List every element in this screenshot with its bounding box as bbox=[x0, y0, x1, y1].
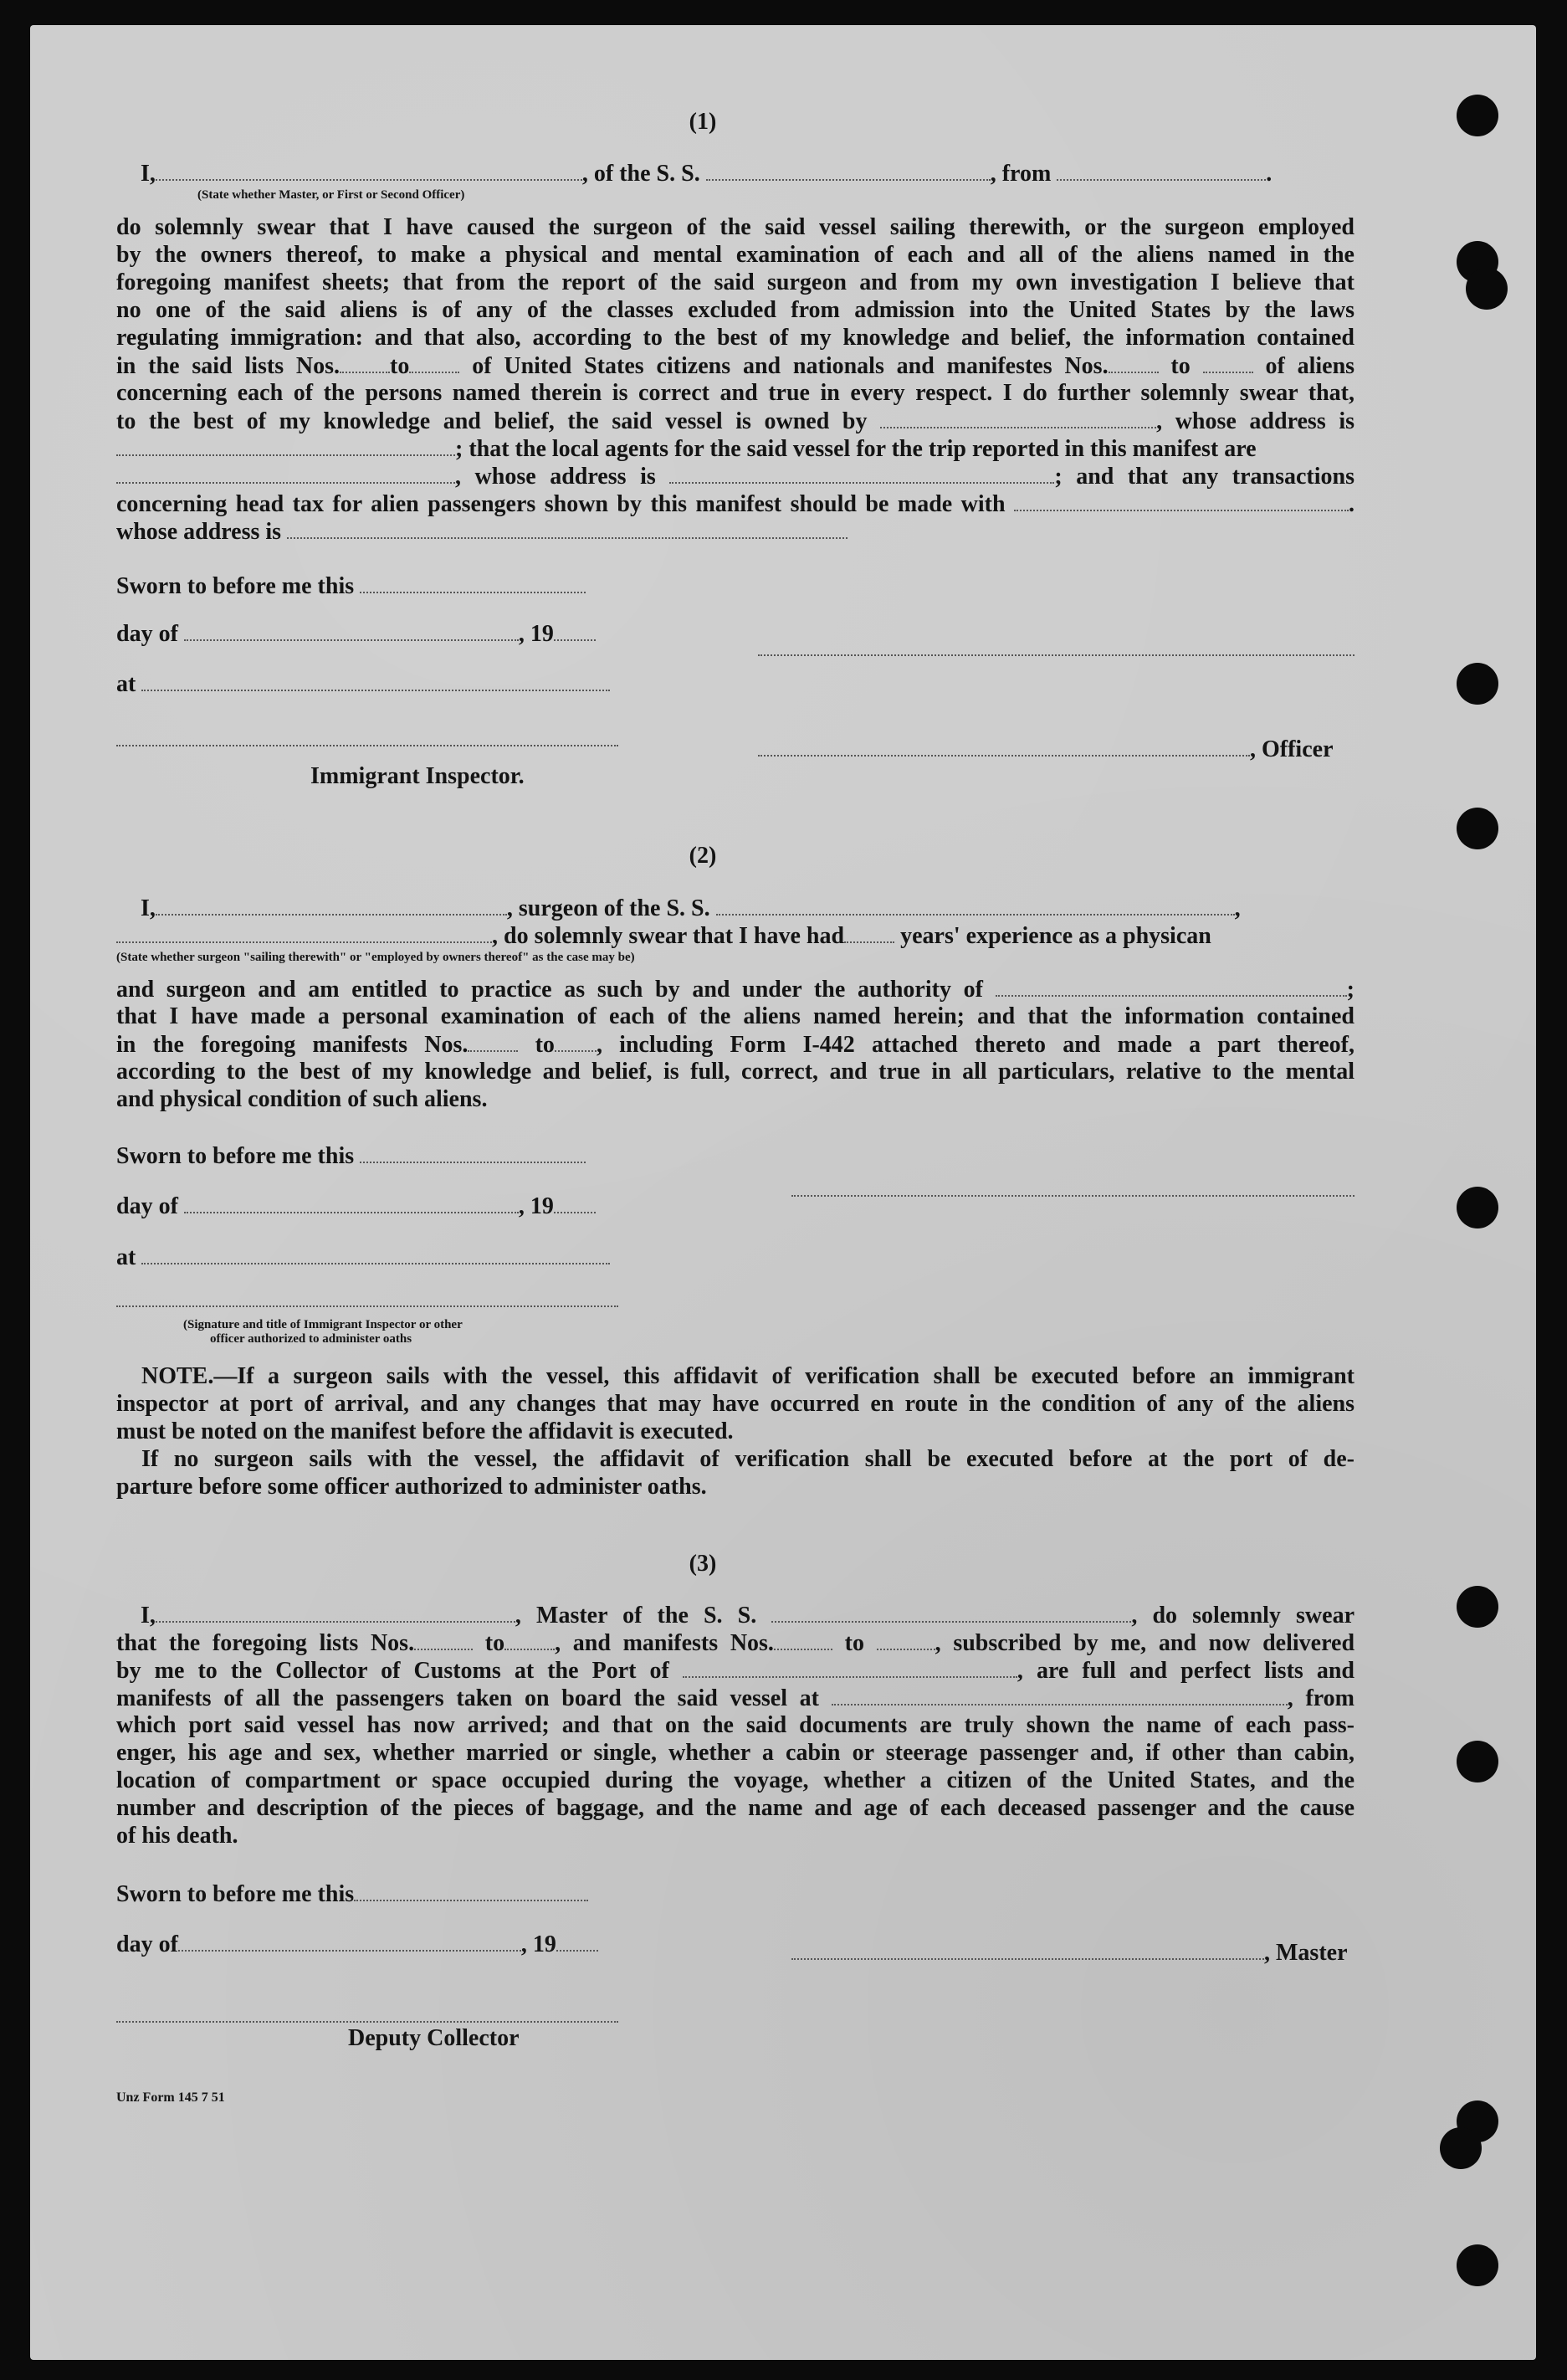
s2-sworn-month-field[interactable] bbox=[184, 1192, 519, 1213]
lists-to-field[interactable] bbox=[409, 351, 459, 373]
s2-vessel-field[interactable] bbox=[716, 894, 1235, 916]
s2-at-line: at bbox=[116, 1243, 610, 1271]
from-port-field[interactable] bbox=[1057, 159, 1266, 181]
s2-sworn-day-field[interactable] bbox=[360, 1141, 586, 1163]
punch-hole bbox=[1457, 1187, 1498, 1228]
s1-para-line: foregoing manifest sheets; that from the report of the said surgeon and from my own investigation I believe that bbox=[116, 269, 1354, 295]
s1-agents-address-line: , whose address is ; and that any transactions bbox=[116, 462, 1354, 490]
s2-sworn-year-field[interactable] bbox=[554, 1192, 596, 1213]
manifest-affidavit-page bbox=[30, 25, 1536, 2360]
s2-manifests-line: in the foregoing manifests Nos. to , including Form I-442 attached thereto and made a part thereof, bbox=[116, 1032, 1354, 1058]
officer-signature-line: , Officer bbox=[758, 735, 1334, 763]
surgeon-type-note: (State whether surgeon "sailing therewith" or "employed by owners thereof" as the case may be) bbox=[116, 951, 635, 964]
s2-para-line: that I have made a personal examination of each of the aliens named herein; and that the information contained bbox=[116, 1003, 1354, 1029]
s2-dayof-line: day of , 19 bbox=[116, 1192, 596, 1220]
officer-note: (State whether Master, or First or Second Officer) bbox=[197, 188, 465, 202]
signature-note-2: officer authorized to administer oaths bbox=[210, 1332, 412, 1346]
s1-para-line: no one of the said aliens is of any of the classes excluded from admission into the United States by the laws bbox=[116, 297, 1354, 323]
note-line: If no surgeon sails with the vessel, the affidavit of verification shall be executed before at the port of de- bbox=[141, 1446, 1354, 1472]
signature-note-1: (Signature and title of Immigrant Inspector or other bbox=[183, 1318, 463, 1331]
s3-master-line: I, , Master of the S. S. , do solemnly swear bbox=[141, 1603, 1355, 1629]
manifests-from-field[interactable] bbox=[1109, 351, 1159, 373]
owner-field[interactable] bbox=[880, 407, 1156, 428]
master-signature-field[interactable] bbox=[791, 1938, 1264, 1960]
s3-boarded-port-field[interactable] bbox=[832, 1684, 1288, 1705]
surgeon-type-field[interactable] bbox=[116, 921, 492, 943]
note-line: must be noted on the manifest before the affidavit is executed. bbox=[116, 1418, 734, 1444]
sworn-month-field[interactable] bbox=[184, 619, 519, 641]
s3-para-line: enger, his age and sex, whether married or single, whether a cabin or steerage passenger and, if other than cabin, bbox=[116, 1740, 1354, 1766]
s1-lists-line: in the said lists Nos. to of United States citizens and nationals and manifestes Nos. to of aliens bbox=[116, 353, 1355, 379]
s3-boarded-line: manifests of all the passengers taken on board the said vessel at , from bbox=[116, 1685, 1355, 1711]
s1-dayof-line: day of , 19 bbox=[116, 619, 596, 648]
s1-owner-line: to the best of my knowledge and belief, the said vessel is owned by , whose address is bbox=[116, 408, 1354, 434]
agents-address-field[interactable] bbox=[669, 462, 1054, 484]
s2-sworn-place-field[interactable] bbox=[141, 1243, 610, 1264]
s3-manifests-to-field[interactable] bbox=[877, 1629, 935, 1650]
s3-para-line: of his death. bbox=[116, 1823, 238, 1849]
deputy-collector-label: Deputy Collector bbox=[348, 2025, 520, 2051]
s1-at-line: at bbox=[116, 669, 610, 698]
form-number: Unz Form 145 7 51 bbox=[116, 2090, 225, 2105]
officer-signature-line-top[interactable] bbox=[758, 654, 1354, 656]
headtax-address-field[interactable] bbox=[287, 517, 848, 539]
s3-sworn-month-field[interactable] bbox=[178, 1930, 521, 1952]
s2-para-line: according to the best of my knowledge and belief, is full, correct, and true in all particulars, relative to the mental bbox=[116, 1059, 1354, 1085]
note-line: parture before some officer authorized to administer oaths. bbox=[116, 1474, 707, 1500]
s1-para-line: do solemnly swear that I have caused the surgeon of the said vessel sailing therewith, or the surgeon employed bbox=[116, 214, 1354, 240]
master-name-field[interactable] bbox=[156, 159, 582, 181]
note-line: NOTE.—If a surgeon sails with the vessel, this affidavit of verification shall be executed before an immigrant bbox=[141, 1363, 1354, 1389]
collector-signature-line[interactable] bbox=[116, 2021, 618, 2023]
punch-hole bbox=[1457, 2244, 1498, 2286]
s2-manifests-from-field[interactable] bbox=[468, 1030, 518, 1052]
section-1-header: (1) bbox=[689, 109, 717, 135]
s2-inspector-signature-line[interactable] bbox=[116, 1305, 618, 1307]
years-experience-field[interactable] bbox=[844, 921, 894, 943]
s3-port-line: by me to the Collector of Customs at the Port of , are full and perfect lists and bbox=[116, 1658, 1354, 1684]
s1-agents-line: ; that the local agents for the said vessel for the trip reported in this manifest are bbox=[116, 434, 1354, 463]
s1-headtax-address-line: whose address is bbox=[116, 517, 848, 546]
punch-hole bbox=[1457, 808, 1498, 849]
s2-manifests-to-field[interactable] bbox=[555, 1030, 597, 1052]
s1-master-line: I, , of the S. S. , from . bbox=[141, 161, 1273, 187]
s1-para-line: by the owners thereof, to make a physical and mental examination of each and all of the aliens named in the bbox=[116, 242, 1354, 268]
s3-master-name-field[interactable] bbox=[156, 1601, 515, 1623]
sworn-place-field[interactable] bbox=[141, 669, 610, 691]
s3-manifests-from-field[interactable] bbox=[774, 1629, 832, 1650]
punch-hole bbox=[1457, 95, 1498, 136]
master-signature-line: , Master bbox=[791, 1938, 1348, 1967]
s3-para-line: number and description of the pieces of baggage, and the name and age of each deceased passenger and the cause bbox=[116, 1795, 1354, 1821]
s1-sworn-line: Sworn to before me this bbox=[116, 572, 586, 600]
officer-signature-field[interactable] bbox=[758, 735, 1250, 757]
s3-dayof-line: day of , 19 bbox=[116, 1930, 598, 1958]
s3-para-line: which port said vessel has now arrived; and that on the said documents are truly shown the name of each pass- bbox=[116, 1712, 1354, 1738]
s3-lists-line: that the foregoing lists Nos. to , and manifests Nos. to , subscribed by me, and now delivered bbox=[116, 1630, 1355, 1656]
agents-field[interactable] bbox=[116, 462, 455, 484]
punch-hole bbox=[1440, 2127, 1482, 2169]
s3-vessel-field[interactable] bbox=[771, 1601, 1131, 1623]
immigrant-inspector-label: Immigrant Inspector. bbox=[310, 763, 525, 789]
vessel-name-field[interactable] bbox=[706, 159, 991, 181]
punch-hole bbox=[1457, 1586, 1498, 1628]
s1-para-line: regulating immigration: and that also, according to the best of my knowledge and belief, the information contained bbox=[116, 325, 1354, 351]
s3-sworn-year-field[interactable] bbox=[556, 1930, 598, 1952]
s3-lists-to-field[interactable] bbox=[504, 1629, 555, 1650]
inspector-signature-line[interactable] bbox=[116, 745, 618, 746]
s2-sworn-line: Sworn to before me this bbox=[116, 1141, 586, 1170]
punch-hole bbox=[1457, 1741, 1498, 1782]
note-line: inspector at port of arrival, and any changes that may have occurred en route in the condition of any of the aliens bbox=[116, 1391, 1354, 1417]
section-3-header: (3) bbox=[689, 1551, 717, 1577]
s2-para-line: and physical condition of such aliens. bbox=[116, 1086, 488, 1112]
lists-from-field[interactable] bbox=[340, 351, 390, 373]
headtax-field[interactable] bbox=[1014, 490, 1349, 511]
s3-sworn-line: Sworn to before me this bbox=[116, 1880, 588, 1908]
s2-authority-line: and surgeon and am entitled to practice as such by and under the authority of ; bbox=[116, 977, 1354, 1003]
surgeon-signature-line[interactable] bbox=[791, 1195, 1354, 1197]
sworn-year-field[interactable] bbox=[554, 619, 596, 641]
s3-para-line: location of compartment or space occupied during the voyage, whether a citizen of the United States, and the bbox=[116, 1767, 1354, 1793]
s1-para-line: concerning each of the persons named therein is correct and true in every respect. I do further solemnly swear that, bbox=[116, 380, 1354, 406]
authority-field[interactable] bbox=[996, 975, 1347, 997]
owner-address-field[interactable] bbox=[116, 434, 455, 456]
manifests-to-field[interactable] bbox=[1203, 351, 1253, 373]
s3-lists-from-field[interactable] bbox=[414, 1629, 473, 1650]
sworn-day-field[interactable] bbox=[360, 572, 586, 593]
surgeon-name-field[interactable] bbox=[156, 894, 507, 916]
s3-port-field[interactable] bbox=[683, 1656, 1017, 1678]
s2-surgeon-line: I, , surgeon of the S. S. , bbox=[141, 895, 1241, 921]
s1-headtax-line: concerning head tax for alien passengers shown by this manifest should be made with . bbox=[116, 491, 1354, 517]
section-2-header: (2) bbox=[689, 843, 717, 869]
s3-sworn-day-field[interactable] bbox=[354, 1880, 588, 1901]
punch-hole bbox=[1466, 268, 1508, 310]
punch-hole bbox=[1457, 663, 1498, 705]
s2-experience-line: , do solemnly swear that I have had years' experience as a physican bbox=[116, 921, 1211, 950]
